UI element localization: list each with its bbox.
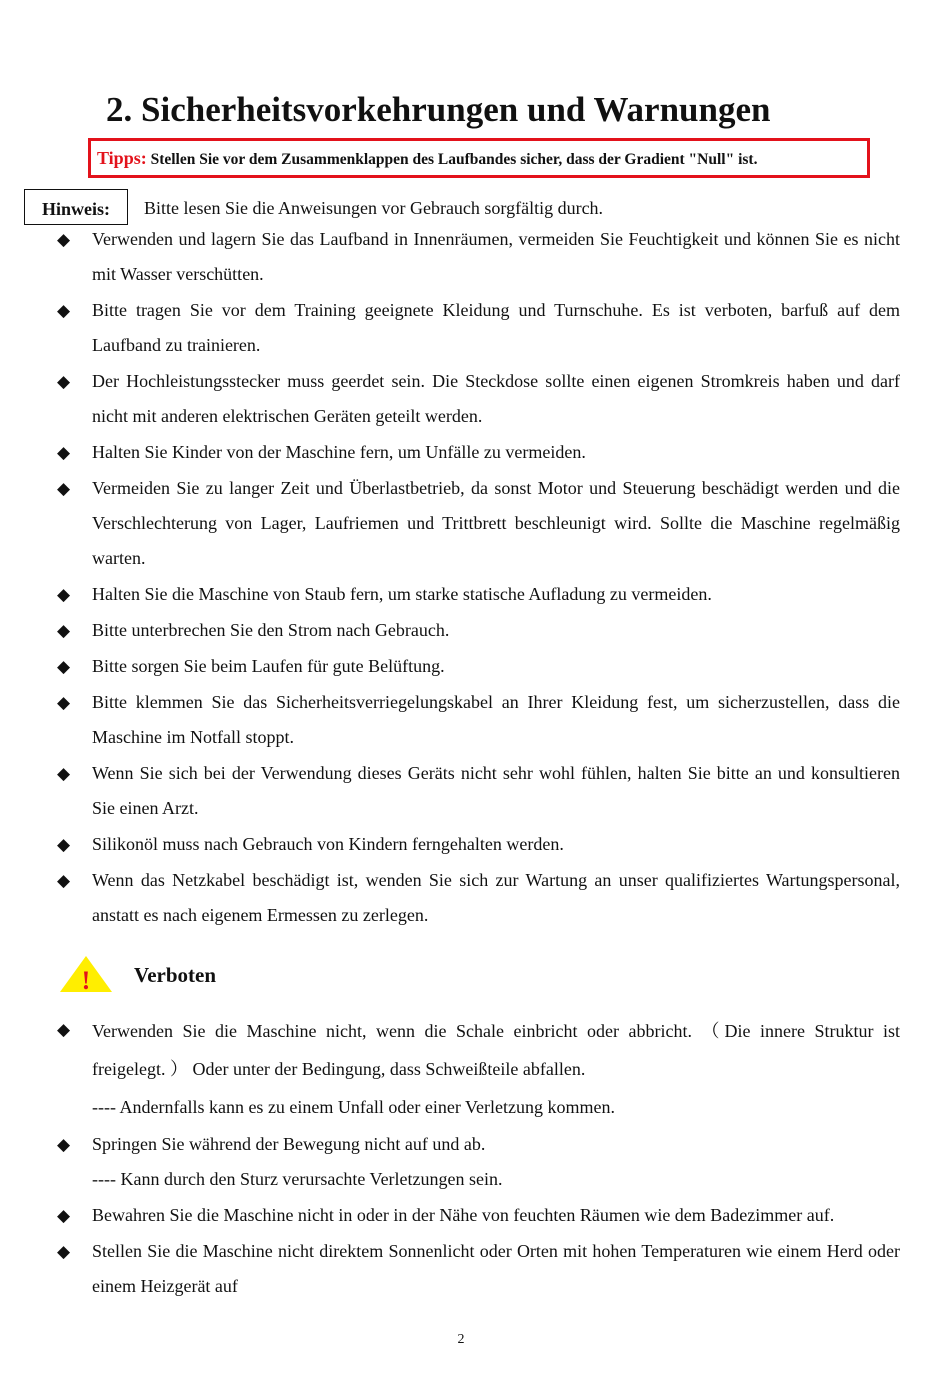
item-text: Springen Sie während der Bewegung nicht auf und ab. bbox=[92, 1134, 486, 1154]
item-text: Stellen Sie die Maschine nicht direktem Sonnenlicht oder Orten mit hohen Temperaturen wie einem Herd oder einem Heizgerät auf bbox=[92, 1241, 900, 1296]
list-item: ◆ Wenn das Netzkabel beschädigt ist, wenden Sie sich zur Wartung an unser qualifiziertes Wartungspersonal, anstatt es nach eigenem Ermessen zu zerlegen. bbox=[92, 863, 900, 933]
list-item: ◆ Bitte unterbrechen Sie den Strom nach Gebrauch. bbox=[92, 613, 900, 648]
list-item: ◆ Bitte klemmen Sie das Sicherheitsverriegelungskabel an Ihrer Kleidung fest, um sicherzustellen, dass die Maschine im Notfall stoppt. bbox=[92, 685, 900, 755]
item-note: ---- Kann durch den Sturz verursachte Verletzungen sein. bbox=[92, 1169, 503, 1189]
list-item: ◆ Halten Sie Kinder von der Maschine fern, um Unfälle zu vermeiden. bbox=[92, 435, 900, 470]
list-item bbox=[92, 1127, 900, 1197]
warning-triangle-icon bbox=[58, 954, 114, 994]
list-item bbox=[92, 1012, 900, 1126]
page-number: 2 bbox=[457, 1332, 465, 1347]
list-item: ◆ Der Hochleistungsstecker muss geerdet sein. Die Steckdose sollte einen eigenen Stromkreis haben und darf nicht mit anderen elektrischen Geräten geteilt werden. bbox=[92, 364, 900, 434]
item-text: Verwenden Sie die Maschine nicht, wenn die Schale einbricht oder abbricht. （Die innere Struktur ist freigelegt. ） Oder unter der Bedingung, dass Schweißteile abfallen. bbox=[92, 1021, 900, 1079]
list-item: ◆ Vermeiden Sie zu langer Zeit und Überlastbetrieb, da sonst Motor und Steuerung beschädigt werden und die Verschlechterung von Lager, Laufriemen und Trittbrett beschleunigt wird. Sollte die Maschine regelmäßig warten. bbox=[92, 471, 900, 576]
tips-text: Stellen Sie vor dem Zusammenklappen des Laufbandes sicher, dass der Gradient "Null" ist. bbox=[146, 151, 758, 168]
page-title: 2. Sicherheitsvorkehrungen und Warnungen bbox=[106, 90, 771, 129]
hinweis-text: Bitte lesen Sie die Anweisungen vor Gebrauch sorgfältig durch. bbox=[144, 198, 604, 218]
hinweis-label: Hinweis: bbox=[24, 189, 128, 225]
verboten-list bbox=[92, 1012, 900, 1305]
list-item: ◆ Bitte tragen Sie vor dem Training geeignete Kleidung und Turnschuhe. Es ist verboten, barfuß auf dem Laufband zu trainieren. bbox=[92, 293, 900, 363]
list-item bbox=[92, 1198, 900, 1233]
tips-label: Tipps: bbox=[97, 148, 147, 168]
tips-box bbox=[88, 138, 870, 178]
item-note: ---- Andernfalls kann es zu einem Unfall oder einer Verletzung kommen. bbox=[92, 1097, 615, 1117]
list-item: ◆ Wenn Sie sich bei der Verwendung dieses Geräts nicht sehr wohl fühlen, halten Sie bitte an und konsultieren Sie einen Arzt. bbox=[92, 756, 900, 826]
list-item: ◆ Verwenden und lagern Sie das Laufband in Innenräumen, vermeiden Sie Feuchtigkeit und können Sie es nicht mit Wasser verschütten. bbox=[92, 222, 900, 292]
list-item bbox=[92, 1234, 900, 1304]
warnings-list bbox=[92, 222, 900, 934]
warning-mark: ! bbox=[81, 966, 91, 994]
verboten-heading: Verboten bbox=[134, 963, 217, 987]
list-item: ◆ Bitte sorgen Sie beim Laufen für gute Belüftung. bbox=[92, 649, 900, 684]
list-item: ◆ Halten Sie die Maschine von Staub fern, um starke statische Aufladung zu vermeiden. bbox=[92, 577, 900, 612]
item-text: Bewahren Sie die Maschine nicht in oder in der Nähe von feuchten Räumen wie dem Badezimmer auf. bbox=[92, 1205, 835, 1225]
list-item: ◆ Silikonöl muss nach Gebrauch von Kindern ferngehalten werden. bbox=[92, 827, 900, 862]
